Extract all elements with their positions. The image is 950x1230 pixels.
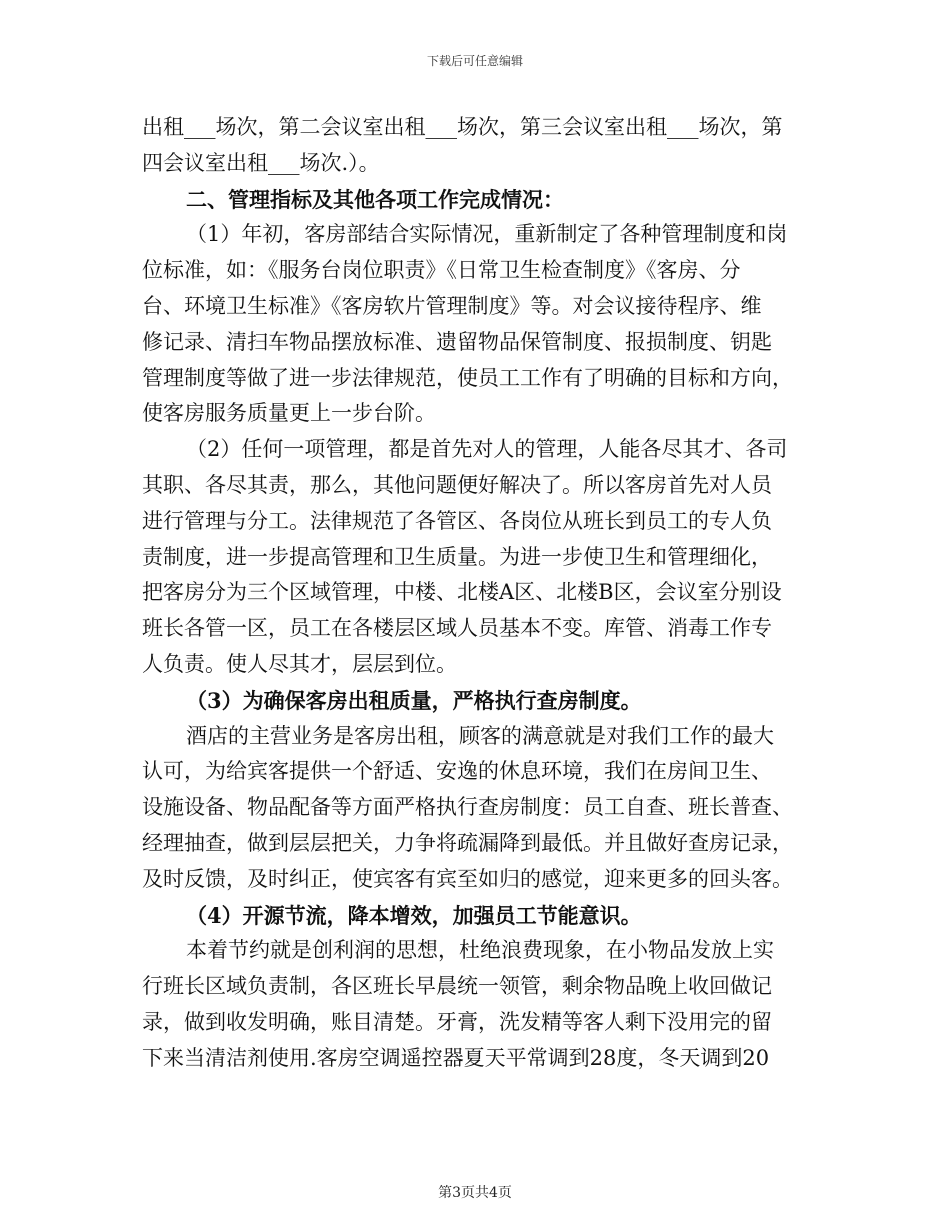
- subsection-heading: （4）开源节流，降本增效，加强员工节能意识。: [186, 902, 642, 928]
- paragraph-line: 行班长区域负责制，各区班长早晨统一领管，剩余物品晚上收回做记: [142, 974, 772, 999]
- paragraph-line: 人负责。使人尽其才，层层到位。: [142, 651, 457, 676]
- paragraph-line: 其职、各尽其责，那么，其他问题便好解决了。所以客房首先对人员: [142, 472, 772, 497]
- paragraph-line: 管理制度等做了进一步法律规范，使员工工作有了明确的目标和方向，: [142, 365, 793, 390]
- document-body: [142, 110, 812, 1077]
- paragraph-line: 及时反馈，及时纠正，使宾客有宾至如归的感觉，迎来更多的回头客。: [142, 866, 793, 891]
- paragraph-line: 出租___场次，第二会议室出租___场次，第三会议室出租___场次，第: [142, 115, 783, 139]
- paragraph-line: 修记录、清扫车物品摆放标准、遗留物品保管制度、报损制度、钥匙: [142, 329, 772, 354]
- paragraph-line: 下来当清洁剂使用.客房空调遥控器夏天平常调到28度，冬天调到20: [142, 1045, 770, 1070]
- paragraph-line: 位标准，如：《服务台岗位职责》《日常卫生检查制度》《客房、分: [142, 258, 741, 283]
- paragraph-line: 本着节约就是创利润的思想，杜绝浪费现象，在小物品发放上实: [186, 938, 774, 963]
- paragraph-line: （2）任何一项管理，都是首先对人的管理，人能各尽其才、各司: [186, 437, 788, 462]
- paragraph-line: 录，做到收发明确，账目清楚。牙膏，洗发精等客人剩下没用完的留: [142, 1009, 772, 1034]
- page-header: 下载后可任意编辑: [426, 54, 523, 68]
- paragraph-line: 经理抽查，做到层层把关，力争将疏漏降到最低。并且做好查房记录，: [142, 830, 793, 855]
- paragraph-line: 认可，为给宾客提供一个舒适、安逸的休息环境，我们在房间卫生、: [142, 759, 772, 784]
- subsection-heading: （3）为确保客房出租质量，严格执行查房制度。: [186, 687, 642, 713]
- paragraph-line: 台、环境卫生标准》《客房软片管理制度》等。对会议接待程序、维: [142, 293, 762, 318]
- paragraph-line: 使客房服务质量更上一步台阶。: [142, 401, 436, 426]
- paragraph-line: 四会议室出租___场次.）。: [142, 150, 380, 175]
- paragraph-line: 酒店的主营业务是客房出租，顾客的满意就是对我们工作的最大: [186, 723, 774, 748]
- paragraph-line: 责制度，进一步提高管理和卫生质量。为进一步使卫生和管理细化，: [142, 544, 772, 569]
- paragraph-line: 进行管理与分工。法律规范了各管区、各岗位从班长到员工的专人负: [142, 508, 772, 533]
- paragraph-line: （1）年初，客房部结合实际情况，重新制定了各种管理制度和岗: [186, 222, 788, 247]
- paragraph-line: 把客房分为三个区域管理，中楼、北楼A区、北楼B区，会议室分别设: [142, 580, 782, 605]
- paragraph-line: 设施设备、物品配备等方面严格执行查房制度：员工自查、班长普查、: [142, 795, 793, 820]
- section-heading: 二、管理指标及其他各项工作完成情况：: [186, 186, 564, 212]
- paragraph-line: 班长各管一区，员工在各楼层区域人员基本不变。库管、消毒工作专: [142, 616, 772, 641]
- page-number: 第3页共4页: [438, 1185, 512, 1201]
